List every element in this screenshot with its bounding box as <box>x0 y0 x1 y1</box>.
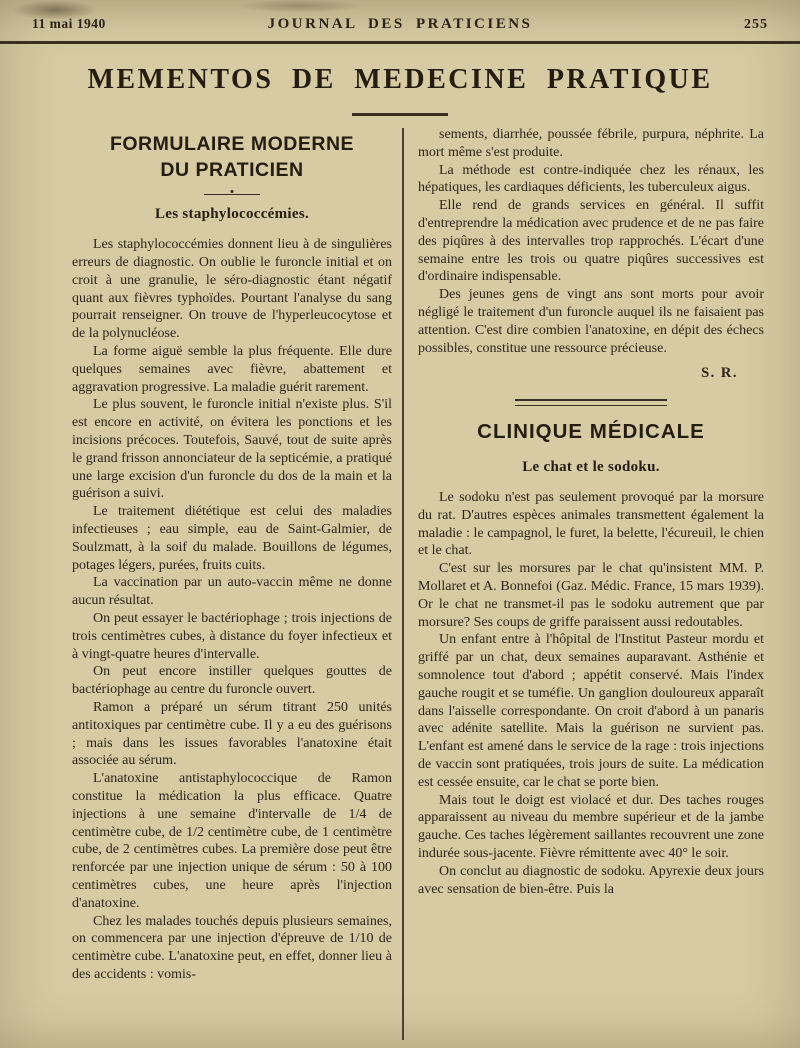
paragraph: Mais tout le doigt est violacé et dur. Des taches rouges apparaissent au niveau du membre supérieur et de la jambe gauche. Ces taches légèrement saillantes recouvrent une zone indurée sous-jacente. Fièvre rémittente avec 40° le soir. <box>418 792 764 861</box>
paragraph: L'anatoxine antistaphylococcique de Ramon constitue la médication la plus efficace. Quatre injections à une semaine d'intervalle de 1/4 de centimètre cube, de 1/2 centimètre cube, de 1 centimètre cube, de 2 centimètres cubes. La première dose peut être renforcée par une injection unique de sérum : 50 à 100 centimètres cubes, une heure après l'injection d'anatoxine. <box>72 771 392 911</box>
paragraph: On peut encore instiller quelques gouttes de bactériophage au centre du furoncle ouvert. <box>72 664 392 698</box>
section-title-formulaire <box>72 132 392 183</box>
paragraph: Un enfant entre à l'hôpital de l'Institut Pasteur mordu et griffé par un chat, deux semaines auparavant. Asthénie et somnolence tout d'abord ; appétit conservé. Mais l'index gauche rougit et se tuméfie. Un ganglion douloureux apparaît dans l'aisselle correspondante. On croit d'abord à un panaris avec adénite satellite. Mais la guérison ne survient pas. L'enfant est amené dans le service de la rage : trois injections de vaccin sont pratiquées, trois jours de suite. La médication est cessée ensuite, car le chat se porte bien. <box>418 632 764 790</box>
section-title-line2: DU PRATICIEN <box>160 158 304 181</box>
author-signature: S. R. <box>701 365 738 382</box>
title-rule <box>352 113 448 116</box>
paragraph: Des jeunes gens de vingt ans sont morts pour avoir négligé le traitement d'un furoncle auquel ils ne faisaient pas attention. C'est dire combien l'anatoxine, en dépit des échecs possibles, constitue une ressource précieuse. <box>418 287 764 356</box>
subheading-sodoku: Le chat et le sodoku. <box>522 459 660 476</box>
page-title: MEMENTOS DE MEDECINE PRATIQUE <box>87 64 713 95</box>
paragraph: La vaccination par un auto-vaccin même ne donne aucun résultat. <box>72 575 392 609</box>
paragraph: La forme aiguë semble la plus fréquente. Elle dure quelques semaines avec fièvre, abattement et aggravation progressive. La maladie guérit rarement. <box>72 344 392 395</box>
column-divider-rule <box>402 128 404 1040</box>
section-title-line1: FORMULAIRE MODERNE <box>109 133 355 155</box>
paragraph: Ramon a préparé un sérum titrant 250 unités antitoxiques par centimètre cube. Il y a eu des guérisons ; mais dans les issues favorables l'anatoxine était associée au sérum. <box>72 699 392 769</box>
paragraph: C'est sur les morsures par le chat qu'insistent MM. P. Mollaret et A. Bonnefoi (Gaz. Médic. France, 15 mars 1939). Or le chat ne transmet-il pas le sodoku autrement que par morsure? Ses coups de griffe paraissent aussi redoutables. <box>418 561 764 630</box>
section-double-rule <box>515 399 667 406</box>
left-column <box>72 132 392 984</box>
paragraph: sements, diarrhée, poussée fébrile, purpura, néphrite. La mort même s'est produite. <box>418 127 764 160</box>
paragraph: Elle rend de grands services en général. Il suffit d'entreprendre la médication avec prudence et de ne pas faire des piqûres à des intervalles trop rapprochés. L'écart d'une semaine entre les trois ou quatre piqûres successives est d'ordinaire indispensable. <box>418 198 764 285</box>
ornament-rule <box>204 190 260 197</box>
header-date: 11 mai 1940 <box>32 16 106 31</box>
right-column <box>418 126 764 898</box>
header-page-number: 255 <box>744 17 769 32</box>
paragraph: Le sodoku n'est pas seulement provoqué par la morsure du rat. D'autres espèces animales transmettent également la maladie : le campagnol, le furet, la belette, l'écureuil, le chien et le chat. <box>418 490 764 559</box>
paragraph: On peut essayer le bactériophage ; trois injections de trois centimètres cubes, à distance du foyer infectieux et à vingt-quatre heures d'intervalle. <box>72 611 392 662</box>
paragraph: La méthode est contre-indiquée chez les rénaux, les hépatiques, les cardiaques déficients, les tuberculeux aigus. <box>418 162 764 196</box>
paragraph: Le traitement diététique est celui des maladies infectieuses ; eau simple, eau de Saint-Galmier, de Soulzmatt, à la soif du malade. Bouillons de légumes, potages légers, purées, fruits cuits. <box>72 504 392 573</box>
header-rule <box>0 41 800 44</box>
page-header <box>32 16 768 33</box>
section-title-clinique: CLINIQUE MÉDICALE <box>477 420 705 444</box>
subheading-staphylococcemies: Les staphylococcémies. <box>154 206 310 223</box>
paragraph: On conclut au diagnostic de sodoku. Apyrexie deux jours avec sensation de bien-être. Puis la <box>418 863 764 897</box>
header-journal-title: JOURNAL DES PRATICIENS <box>267 16 533 32</box>
paragraph: Chez les malades touchés depuis plusieurs semaines, on commencera par une injection d'épreuve de 1/10 de centimètre cube. L'anatoxine peut, en effet, donner lieu à des accidents : vomis- <box>72 913 392 982</box>
paragraph: Les staphylococcémies donnent lieu à de singulières erreurs de diagnostic. On oublie le furoncle initial et on croit à une granulie, le séro-diagnostic étant négatif quant aux fièvres typhoïdes. Pourtant l'analyse du sang pourrait renseigner. On trouve de l'hyperleucocytose et de la polynucléose. <box>72 237 392 342</box>
paragraph: Le plus souvent, le furoncle initial n'existe plus. S'il est encore en activité, on évitera les ponctions et les incisions précoces. Toutefois, Sauvé, tout de suite après le grand frisson annonciateur de la septicémie, a pratiqué une large excision d'un furoncle du dos de la main et la guérison a suivi. <box>72 397 392 502</box>
